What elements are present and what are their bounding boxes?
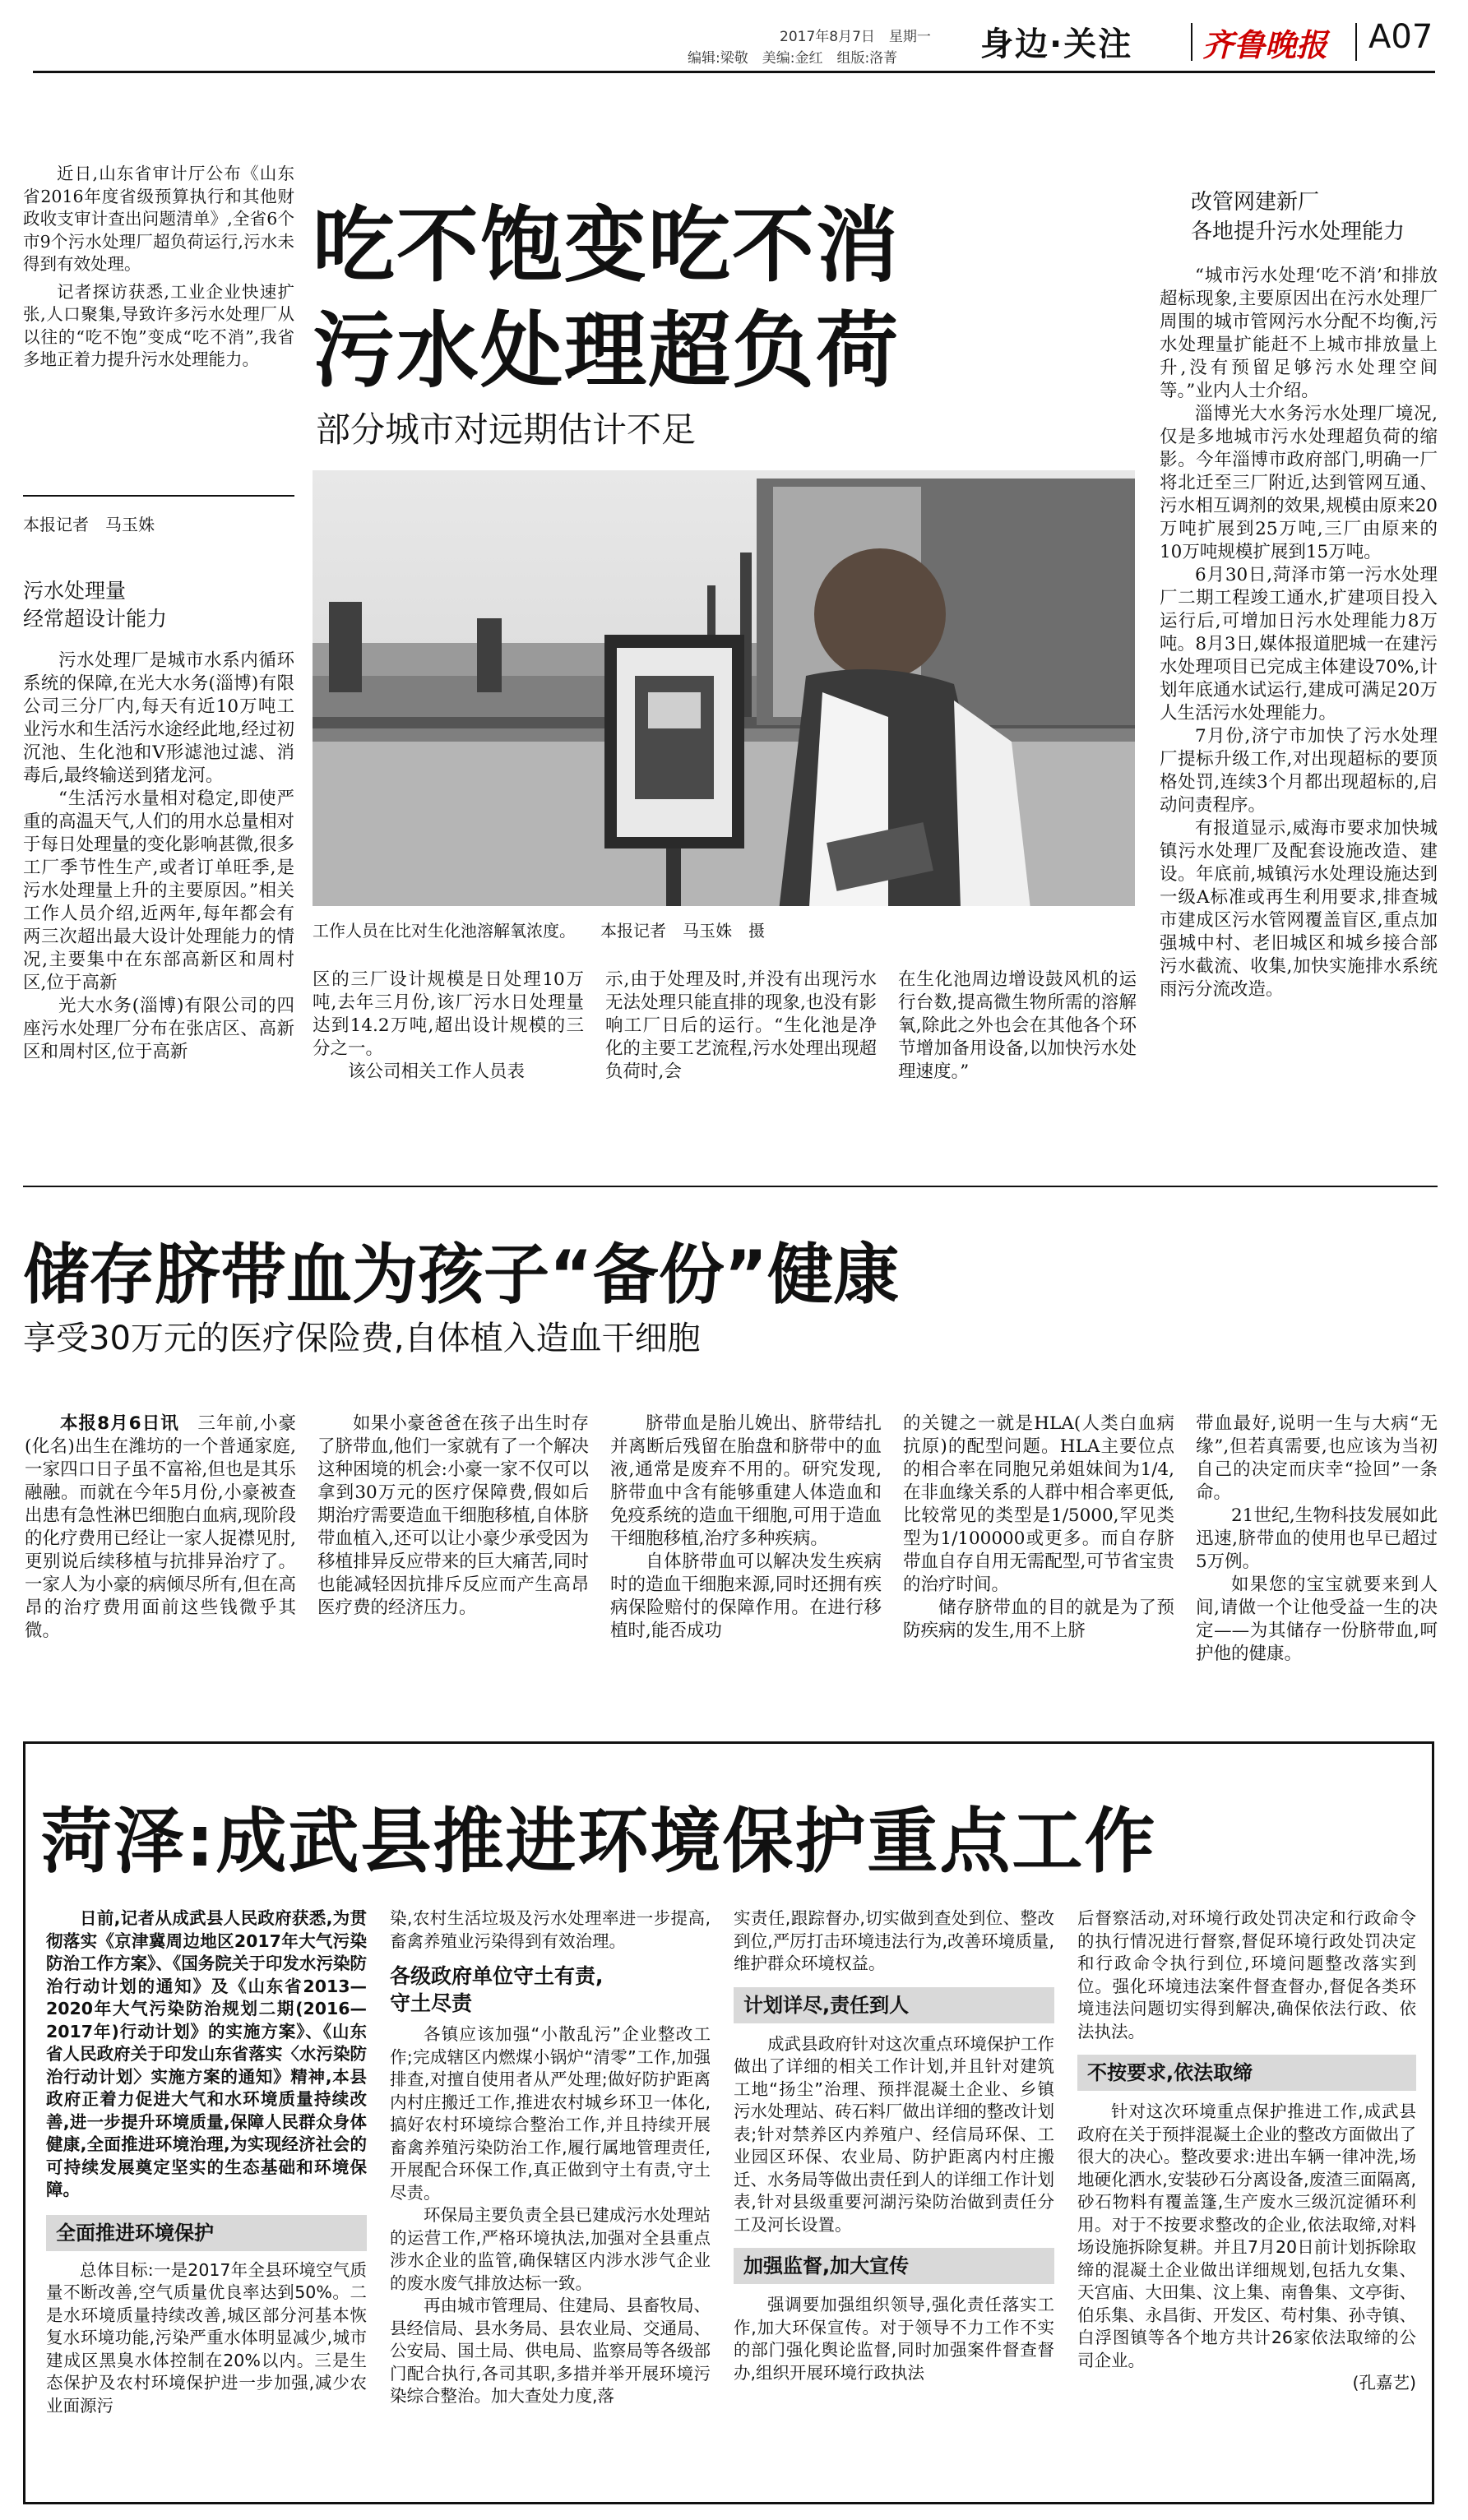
section-title: 身边·关注	[980, 25, 1133, 63]
masthead-date: 2017年8月7日 星期一	[780, 29, 931, 45]
article3-subhead-b: 各级政府单位守土有责, 守土尽责	[390, 1964, 604, 2015]
article2-col4: 的关键之一就是HLA(人类白血病抗原)的配型问题。HLA主要位点的相合率在同胞兄弟姐妹间为1/4,在非血缘关系的人群中相合率更低,比较常见的类型是1/5000,罕见类型为1/100000或更多。而自存脐带血自存自用无需配型,可节省宝贵的治疗时间。 储存脐带血的目的就是为了预防疾病的发生,用不上脐	[903, 1413, 1174, 1641]
article2-subhead: 享受30万元的医疗保险费,自体植入造血干细胞	[23, 1320, 701, 1357]
article1-col4: 在生化池周边增设鼓风机的运行台数,提高微生物所需的溶解氧,除此之外也会在其他各个环节增加备用设备,以加快污水处理速度。”	[898, 969, 1137, 1082]
article2-headline: 储存脐带血为孩子“备份”健康	[23, 1237, 900, 1313]
article1-col3: 示,由于处理及时,并没有出现污水无法处理只能直排的现象,也没有影响工厂日后的运行。“生化池是净化的主要工艺流程,污水处理出现超负荷时,会	[605, 969, 877, 1082]
article1-col2: 区的三厂设计规模是日处理10万吨,去年三月份,该厂污水日处理量达到14.2万吨,超出设计规模的三分之一。 该公司相关工作人员表	[313, 969, 584, 1082]
article1-headline-2: 污水处理超负荷	[313, 303, 900, 399]
masthead-rule	[33, 71, 1435, 73]
article3-col1: 日前,记者从成武县人民政府获悉,为贯彻落实《京津冀周边地区2017年大气污染防治工作方案》、《国务院关于印发水污染防治行动计划的通知》及《山东省2013—2020年大气污染防治规划二期(2016—2017年)行动计划》的实施方案》、《山东省人民政府关于印发山东省落实〈水污染防治行动计划〉实施方案的通知》精神,本县政府正着力促进大气和水环境质量持续改善,进一步提升环境质量,保障人民群众身体健康,全面推进环境治理,为实现经济社会的可持续发展奠定坚实的生态基础和环境保障。 全面推进环境保护 总体目标:一是2017年全县环境空气质量不断改善,空气质量优良率达到50%。二是水环境质量持续改善,城区部分河基本恢复水环境功能,污染严重水体明显减少,城市建成区黑臭水体控制在20%以内。三是生态保护及农村环境保护进一步加强,减少农业面源污	[46, 1908, 367, 2416]
article2-col5: 带血最好,说明一生与大病“无缘”,但若真需要,也应该为当初自己的决定而庆幸“捡回”一条命。 21世纪,生物科技发展如此迅速,脐带血的使用也早已超过5万例。 如果您的宝宝就要来到人间,请做一个让他受益一生的决定——为其储存一份脐带血,呵护他的健康。	[1196, 1413, 1438, 1664]
article3-subhead-a: 全面推进环境保护	[46, 2215, 367, 2251]
photo-worker-icon	[313, 470, 1135, 960]
article1-col1: 污水处理厂是城市水系内循环系统的保障,在光大水务(淄博)有限公司三分厂内,每天有近10万吨工业污水和生活污水途经此地,经过初沉池、生化池和V形滤池过滤、消毒后,最终输送到猪龙河。 “生活污水量相对稳定,即使严重的高温天气,人们的用水总量相对于每日处理量的变化影响甚微,很多工厂季节性生产,或者订单旺季,是污水处理量上升的主要原因。”相关工作人员介绍,近两年,每年都会有两三次超出最大设计处理能力的情况,主要集中在东部高新区和周村区,位于高新 光大水务(淄博)有限公司的四座污水处理厂分布在张店区、高新区和周村区,位于高新	[23, 650, 294, 1062]
section-rule-1	[23, 1186, 1438, 1187]
article3-headline: 菏泽:成武县推进环境保护重点工作	[41, 1801, 1157, 1883]
article3-col3: 实责任,跟踪督办,切实做到查处到位、整改到位,严厉打击环境违法行为,改善环境质量,维护群众环境权益。 计划详尽,责任到人 成武县政府针对这次重点环境保护工作做出了详细的相关工作计划,并且针对建筑工地“扬尘”治理、预拌混凝土企业、乡镇污水处理站、砖石料厂做出详细的整改计划表;针对禁养区内养殖户、经信局环保、工业园区环保、农业局、防护距离内村庄搬迁、水务局等做出责任到人的详细工作计划表,针对县级重要河湖污染防治做到责任分工及河长设置。 加强监督,加大宣传 强调要加强组织领导,强化责任落实工作,加大环保宣传。对于领导不力工作不实的部门强化舆论监督,同时加强案件督查督办,组织开展环境行政执法	[734, 1908, 1054, 2383]
article1-headline-1: 吃不饱变吃不消	[313, 197, 900, 294]
article1-photo	[313, 470, 1135, 960]
article3-col4: 后督察活动,对环境行政处罚决定和行政命令的执行情况进行督察,督促环境行政处罚决定和行政命令执行到位,环境问题整改落实到位。强化环境违法案件督查督办,督促各类环境违法问题切实得到解决,确保依法行政、依法执法。 不按要求,依法取缔 针对这次环境重点保护推进工作,成武县政府在关于预拌混凝土企业的整改方面做出了很大的决心。整改要求:进出车辆一律冲洗,场地硬化洒水,安装砂石分离设备,废渣三面隔离,砂石物料有覆盖篷,生产废水三级沉淀循环利用。对于不按要求整改的企业,依法取缔,对料场设施拆除复耕。并且7月20日前计划拆除取缔的混凝土企业做出详细规划,包括九女集、天宫庙、大田集、汶上集、南鲁集、文亭街、伯乐集、永昌街、开发区、苟村集、孙寺镇、白浮图镇等各个地方共计26家依法取缔的公司企业。 (孔嘉艺)	[1077, 1907, 1416, 2395]
article1-subhead: 部分城市对远期估计不足	[316, 409, 697, 450]
photo-caption: 工作人员在比对生化池溶解氧浓度。 本报记者 马玉姝 摄	[313, 918, 1135, 941]
intro-rule	[23, 495, 294, 497]
article3-subhead-e: 不按要求,依法取缔	[1077, 2055, 1416, 2091]
article2-col1: 本报8月6日讯 三年前,小豪(化名)出生在潍坊的一个普通家庭,一家四口日子虽不富裕,但也是其乐融融。而就在今年5月份,小豪被查出患有急性淋巴细胞白血病,现阶段的化疗费用已经让一家人捉襟见肘,更别说后续移植与抗排异治疗了。一家人为小豪的病倾尽所有,但在高昂的治疗费用面前这些钱微乎其微。	[25, 1413, 296, 1641]
article2-col2: 如果小豪爸爸在孩子出生时存了脐带血,他们一家就有了一个解决这种困境的机会:小豪一家不仅可以拿到30万元的医疗保障费,假如后期治疗需要造血干细胞移植,自体脐带血植入,还可以让小豪少承受因为移植排异反应带来的巨大痛苦,同时也能减轻因抗排斥反应而产生高昂医疗费的经济压力。	[317, 1413, 589, 1618]
article3-subhead-d: 加强监督,加大宣传	[734, 2248, 1054, 2284]
article1-intro: 近日,山东省审计厅公布《山东省2016年度省级预算执行和其他财政收支审计查出问题清单》,全省6个市9个污水处理厂超负荷运行,污水未得到有效处理。 记者探访获悉,工业企业快速扩张,人口聚集,导致许多污水处理厂从以往的“吃不饱”变成“吃不消”,我省多地正着力提升污水处理能力。	[23, 164, 294, 369]
masthead-editors: 编辑:梁敬 美编:金红 组版:洛菁	[688, 50, 898, 67]
article2-col3: 脐带血是胎儿娩出、脐带结扎并离断后残留在胎盘和脐带中的血液,通常是废弃不用的。研究发现,脐带血中含有能够重建人体造血和免疫系统的造血干细胞,可用于造血干细胞移植,治疗多种疾病。 自体脐带血可以解决发生疾病时的造血干细胞来源,同时还拥有疾病保险赔付的保障作用。在进行移植时,能否成功	[610, 1413, 882, 1641]
masthead-divider-1	[1191, 23, 1192, 61]
article3-subhead-c: 计划详尽,责任到人	[734, 1987, 1054, 2023]
article1-byline: 本报记者 马玉姝	[23, 515, 155, 534]
section1-title: 污水处理量 经常超设计能力	[23, 579, 168, 631]
article2-dateline: 本报8月6日讯	[60, 1413, 179, 1434]
article3-signature: (孔嘉艺)	[1352, 2373, 1416, 2393]
page-number: A07	[1368, 18, 1433, 56]
masthead-divider-2	[1355, 23, 1357, 61]
article3-col2: 染,农村生活垃圾及污水处理率进一步提高,畜禽养殖业污染得到有效治理。 各级政府单位守土有责, 守土尽责 各镇应该加强“小散乱污”企业整改工作;完成辖区内燃煤小锅炉“清零”工作,加强排查,对擅自使用者从严处理;做好防护距离内村庄搬迁工作,推进农村城乡环卫一体化,搞好农村环境综合整治工作,并且持续开展畜禽养殖污染防治工作,履行属地管理责任,开展配合环保工作,真正做到守土有责,守土尽责。 环保局主要负责全县已建成污水处理站的运营工作,严格环境执法,加强对全县重点涉水企业的监管,确保辖区内涉水涉气企业的废水废气排放达标一致。 再由城市管理局、住建局、县畜牧局、县经信局、县水务局、县农业局、交通局、公安局、国土局、供电局、监察局等各级部门配合执行,各司其职,多措并举开展环境污染综合整治。加大查处力度,落	[390, 1908, 711, 2406]
article1-right-column: “城市污水处理‘吃不消’和排放超标现象,主要原因出在污水处理厂周围的城市管网污水分配不均衡,污水处理量扩能赶不上城市排放量上升,没有预留足够污水处理空间等。”业内人士介绍。 淄博光大水务污水处理厂境况,仅是多地城市污水处理超负荷的缩影。今年淄博市政府部门,明确一厂将北迁至三厂附近,达到管网互通、污水相互调剂的效果,规模由原来20万吨扩展到25万吨,三厂由原来的10万吨规模扩展到15万吨。 6月30日,菏泽市第一污水处理厂二期工程竣工通水,扩建项目投入运行后,可增加日污水处理能力8万吨。8月3日,媒体报道肥城一在建污水处理项目已完成主体建设70%,计划年底通水试运行,建成可满足20万人生活污水处理能力。 7月份,济宁市加快了污水处理厂提标升级工作,对出现超标的要顶格处罚,连续3个月都出现超标的,启动问责程序。 有报道显示,威海市要求加快城镇污水处理厂及配套设施改造、建设。年底前,城镇污水处理设施达到一级A标准或再生利用要求,排查城市建成区污水管网覆盖盲区,重点加强城中村、老旧城区和城乡接合部污水截流、收集,加快实施排水系统雨污分流改造。	[1160, 266, 1438, 1000]
right-column-title: 改管网建新厂 各地提升污水处理能力	[1191, 190, 1405, 244]
paper-logo: 齐鲁晚报	[1202, 26, 1328, 63]
